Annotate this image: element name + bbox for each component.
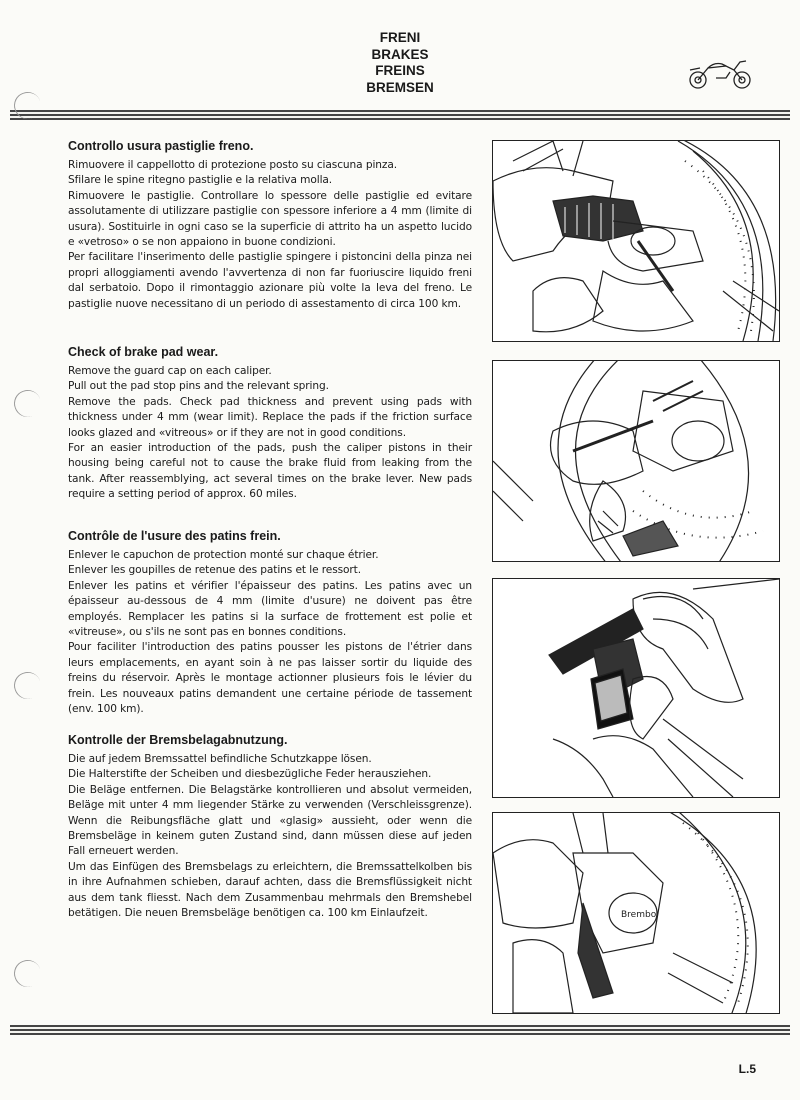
caliper-pin-illustration-icon [493, 361, 779, 561]
motorcycle-icon [686, 56, 754, 90]
paragraph: Rimuovere il cappellotto di protezione posto su ciascuna pinza. [68, 159, 398, 171]
title-de: BREMSEN [366, 79, 434, 95]
paragraph: Pull out the pad stop pins and the relevant spring. [68, 380, 329, 393]
paragraph: Per facilitare l'inserimento delle pastiglie spingere i pistoncini della pinza nei propri alloggiamenti avendo l'avvertenza di non far fuoriuscire liquido freni dal serbatoio. Dopo il rimontaggio azionare più volte la leva del freno. Le pastiglie nuove necessitano di un periodo di assestamento di circa 100 km. [68, 251, 472, 310]
paragraph: Enlever le capuchon de protection monté sur chaque étrier. [68, 549, 379, 561]
paragraph: Sfilare le spine ritegno pastiglie e la relativa molla. [68, 174, 333, 187]
paragraph: Die Beläge entfernen. Die Belagstärke kontrollieren und absolut vermeiden, Beläge mit unter 4 mm liegender Stärke zu verwenden (Verschleissgrenze). Wenn die Reibungsfläche glatt und «glasig» aussieht, oder wenn die Bremsbeläge in keinem guten Zustand sind, dann müssen diese auf jeden Fall erneuert werden. [68, 783, 472, 858]
page-number: L.5 [738, 1062, 756, 1076]
title-en: BRAKES [371, 46, 429, 62]
section-italian [68, 138, 472, 312]
paragraph: Pour faciliter l'introduction des patins pousser les pistons de l'étrier dans leurs emplacements, en ayant soin à ne pas laisser sortir du liquide des freins du réservoir. Après le montage actionner plusieurs fois le lévier du frein. Les nouveaux patins demandent une certaine période de tassement (env. 100 km). [68, 641, 472, 716]
figure-pad-removal [492, 140, 780, 342]
figure-caliper-pins [492, 360, 780, 562]
title-it: FRENI [379, 30, 421, 45]
paragraph: Remove the pads. Check pad thickness and prevent using pads with thickness under 4 mm (wear limit). Replace the pads if the friction surface looks glazed and «vitreous» or if they are not in good conditions. [68, 395, 472, 439]
paragraph: Um das Einfügen des Bremsbelags zu erleichtern, die Bremssattelkolben bis in ihre Aufnahmen schieben, darauf achten, dass die Bremsflüssigkeit nicht aus dem tank fliesst. Nach dem Zusammenbau mehrmals den Bremshebel betätigen. Die neuen Bremsbeläge benötigen ca. 100 km Einlaufzeit. [68, 860, 472, 920]
bottom-rule [10, 1025, 790, 1035]
figure-thickness-gauge [492, 578, 780, 798]
section-title: Controllo usura pastiglie freno. [68, 139, 254, 153]
paragraph: Rimuovere le pastiglie. Controllare lo spessore delle pastiglie ed evitare assolutamente di utilizzare pastiglie con spessore inferiore a 4 mm (limite di usura). Sostituirle in ogni caso se la superficie di attrito ha un aspetto lucido e «vetroso» o se non appaiono in buone condizioni. [68, 189, 472, 249]
top-rule [10, 110, 790, 120]
section-title: Kontrolle der Bremsbelagabnutzung. [68, 733, 288, 747]
section-french [68, 528, 472, 717]
caliper-brand-text: Brembo [621, 910, 657, 920]
figure-pad-insertion [492, 812, 780, 1014]
section-title: Contrôle de l'usure des patins frein. [68, 529, 281, 543]
paragraph: For an easier introduction of the pads, push the caliper pistons in their housing being careful not to cause the brake fluid from leaking from the tank. After reassemblying, act several times on the brake lever. New pads require a setting period of approx. 60 miles. [68, 442, 472, 501]
pad-insertion-illustration-icon [493, 813, 779, 1013]
page-header [300, 30, 500, 96]
paragraph: Die auf jedem Bremssattel befindliche Schutzkappe lösen. [68, 753, 372, 765]
paragraph: Die Halterstifte der Scheiben und diesbezügliche Feder herausziehen. [68, 768, 432, 781]
pad-thickness-gauge-illustration-icon [493, 579, 779, 797]
section-title: Check of brake pad wear. [68, 345, 219, 359]
binder-hole [10, 386, 45, 421]
paragraph: Enlever les goupilles de retenue des patins et le ressort. [68, 564, 361, 577]
section-english [68, 344, 472, 503]
binder-hole [10, 668, 45, 703]
section-german [68, 732, 472, 921]
binder-hole [10, 956, 45, 991]
pad-removal-illustration-icon [493, 141, 779, 341]
paragraph: Enlever les patins et vérifier l'épaisseur des patins. Les patins avec un épaisseur au-dessous de 4 mm (limite d'usure) ne doivent pas être employés. Remplacer les patins si la surface de frottement est polie et «vitreuse», ou s'ils ne sont pas en bonnes conditions. [68, 579, 472, 639]
title-fr: FREINS [375, 63, 425, 78]
paragraph: Remove the guard cap on each caliper. [68, 365, 272, 377]
